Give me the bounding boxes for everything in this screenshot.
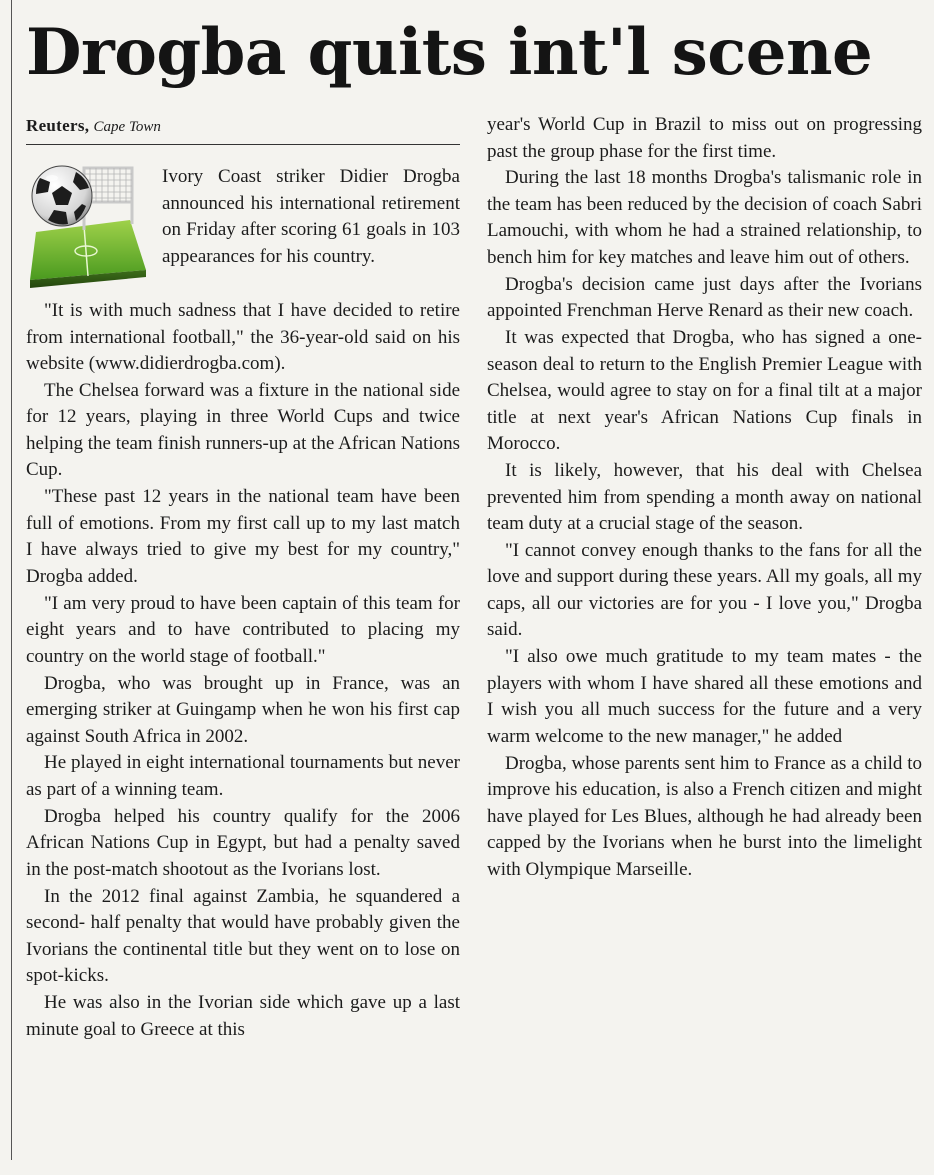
article-paragraph: In the 2012 final against Zambia, he squandered a second- half penalty that would have probably given the Ivorians the continental title but they went on to lose on spot-kicks. [26, 885, 460, 987]
headline: Drogba quits int'l scene [26, 15, 873, 90]
byline-location: Cape Town [93, 119, 161, 135]
article-paragraph: Drogba, who was brought up in France, was an emerging striker at Guingamp when he won his first cap against South Africa in 2002. [26, 672, 460, 747]
byline-agency: Reuters, [26, 116, 90, 135]
article-paragraph: Ivory Coast striker Didier Drogba announced his international retirement on Friday after scoring 61 goals in 103 appearances for his country. [162, 166, 460, 267]
article-paragraph: Drogba helped his country qualify for the 2006 African Nations Cup in Egypt, but had a penalty saved in the post-match shootout as the Ivorians lost. [26, 805, 460, 880]
article-paragraph: "It is with much sadness that I have decided to retire from international football," the 36-year-old said on his website (www.didierdrogba.com). [26, 300, 460, 374]
article-paragraph: He was also in the Ivorian side which gave up a last minute goal to Greece at this [26, 992, 460, 1040]
article-paragraph: It was expected that Drogba, who has signed a one-season deal to return to the English Premier League with Chelsea, would agree to stay on for a final tilt at a major title at next year's African Nations Cup finals in Morocco. [487, 327, 922, 455]
column-rule [11, 0, 12, 1160]
article-paragraph: Drogba, whose parents sent him to France as a child to improve his education, is also a French citizen and might have played for Les Blues, although he had already been capped by the Ivorians when he burst into the limelight with Olympique Marseille. [487, 752, 922, 880]
article-column-intro [162, 164, 460, 270]
article-paragraph: During the last 18 months Drogba's talismanic role in the team has been reduced by the decision of coach Sabri Lamouchi, with whom he had a strained relationship, to bench him for key matches and leave him out of others. [487, 167, 922, 268]
article-column-left [26, 298, 460, 1043]
byline-divider [26, 144, 460, 145]
article-paragraph: It is likely, however, that his deal with Chelsea prevented him from spending a month away on national team duty at a crucial stage of the season. [487, 460, 922, 535]
article-paragraph: "These past 12 years in the national team have been full of emotions. From my first call up to my last match I have always tried to give my best for my country," Drogba added. [26, 486, 460, 587]
football-goal-pitch-icon [26, 158, 150, 292]
article-paragraph: He played in eight international tournaments but never as part of a winning team. [26, 752, 460, 800]
article-paragraph: year's World Cup in Brazil to miss out on progressing past the group phase for the first time. [487, 114, 922, 162]
article-paragraph: The Chelsea forward was a fixture in the national side for 12 years, playing in three World Cups and twice helping the team finish runners-up at the African Nations Cup. [26, 379, 460, 481]
article-paragraph: Drogba's decision came just days after the Ivorians appointed Frenchman Herve Renard as their new coach. [487, 273, 922, 322]
article-paragraph: "I also owe much gratitude to my team mates - the players with whom I have shared all these emotions and I wish you all much success for the future and a very warm welcome to the new manager," he added [487, 646, 922, 747]
article-paragraph: "I cannot convey enough thanks to the fans for all the love and support during these years. All my goals, all my caps, all our victories are for you - I love you," Drogba said. [487, 539, 922, 641]
article-column-right [487, 112, 922, 883]
byline [26, 116, 161, 136]
article-paragraph: "I am very proud to have been captain of this team for eight years and to have contributed to placing my country on the world stage of football." [26, 592, 460, 667]
